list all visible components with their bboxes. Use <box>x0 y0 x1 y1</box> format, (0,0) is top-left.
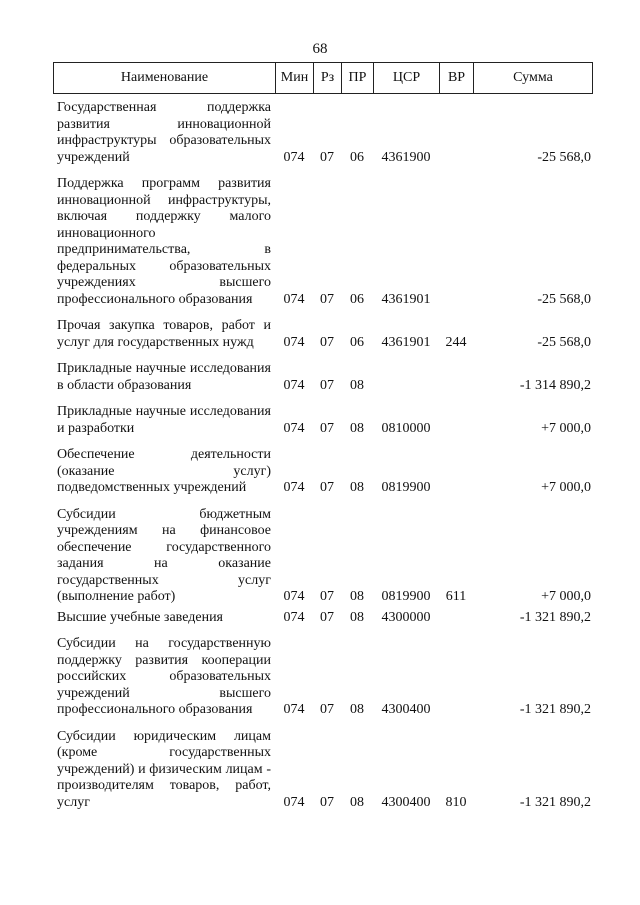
row-csr: 4361901 <box>381 291 431 307</box>
column-header-rz: Рз <box>313 63 341 93</box>
row-sum: -1 321 890,2 <box>519 609 591 625</box>
row-rz: 07 <box>320 377 334 393</box>
column-header-name: Наименование <box>53 63 275 93</box>
table-row <box>53 729 593 812</box>
column-header-sum: Сумма <box>473 63 593 93</box>
page-number: 68 <box>312 41 328 57</box>
row-name: Поддержка программ развития инновационной инфраструктуры, включая поддержку малого инновационного предпринимательства, в федеральных образовательных учреждениях высшего профессионального образования <box>57 176 271 307</box>
row-name: Обеспечение деятельности (оказание услуг) подведомственных учреждений <box>57 447 271 495</box>
row-rz: 07 <box>320 794 334 810</box>
table-row <box>53 318 593 351</box>
row-min: 074 <box>283 480 305 495</box>
row-sum: +7 000,0 <box>541 420 591 436</box>
row-min: 074 <box>283 334 305 350</box>
row-min: 074 <box>283 420 305 436</box>
row-name: Прикладные научные исследования и разработки <box>57 404 271 436</box>
row-name: Субсидии юридическим лицам (кроме государственных учреждений) и физическим лицам - производителям товаров, работ, услуг <box>57 728 271 810</box>
row-min: 074 <box>283 377 305 393</box>
row-pr: 06 <box>350 149 364 165</box>
row-rz: 07 <box>320 291 334 307</box>
row-rz: 07 <box>320 609 334 625</box>
table-header <box>53 62 593 94</box>
row-name: Прикладные научные исследования в области образования <box>57 361 271 393</box>
row-name: Субсидии бюджетным учреждениям на финансовое обеспечение государственного задания на оказание государственных услуг (выполнение работ) <box>57 506 271 604</box>
row-rz: 07 <box>320 149 334 165</box>
row-rz: 07 <box>320 480 334 495</box>
column-header-vr: ВР <box>439 63 473 93</box>
row-rz: 07 <box>320 702 334 717</box>
row-sum: -25 568,0 <box>537 149 591 165</box>
row-name: Субсидии на государственную поддержку развития кооперации российских образовательных учреждений высшего профессионального образования <box>57 636 271 717</box>
row-pr: 08 <box>350 794 364 810</box>
row-sum: +7 000,0 <box>541 480 591 495</box>
row-csr: 4300400 <box>381 702 431 717</box>
row-csr: 4300400 <box>381 794 431 810</box>
column-header-pr: ПР <box>341 63 373 93</box>
row-sum: -1 314 890,2 <box>519 377 591 393</box>
row-rz: 07 <box>320 334 334 350</box>
row-pr: 08 <box>350 420 364 436</box>
row-vr: 810 <box>445 794 467 810</box>
row-min: 074 <box>283 794 305 810</box>
table-row <box>53 176 593 308</box>
row-vr: 244 <box>445 334 467 350</box>
column-header-min: Мин <box>275 63 313 93</box>
row-pr: 08 <box>350 589 364 604</box>
table-row <box>53 100 593 166</box>
row-pr: 06 <box>350 334 364 350</box>
table-row <box>53 610 593 627</box>
row-pr: 08 <box>350 609 364 625</box>
column-header-csr: ЦСР <box>373 63 439 93</box>
table-row <box>53 361 593 394</box>
table-row <box>53 636 593 719</box>
row-min: 074 <box>283 702 305 717</box>
row-csr: 4300000 <box>381 609 431 625</box>
row-min: 074 <box>283 589 305 604</box>
table-row <box>53 447 593 497</box>
row-vr: 611 <box>445 589 467 604</box>
row-pr: 08 <box>350 702 364 717</box>
table-row <box>53 404 593 437</box>
row-pr: 08 <box>350 480 364 495</box>
table-row <box>53 507 593 606</box>
row-sum: -25 568,0 <box>537 334 591 350</box>
row-csr: 4361901 <box>381 334 431 350</box>
row-min: 074 <box>283 149 305 165</box>
row-csr: 0810000 <box>381 420 431 436</box>
row-sum: -25 568,0 <box>537 291 591 307</box>
row-pr: 08 <box>350 377 364 393</box>
row-name: Высшие учебные заведения <box>57 609 223 625</box>
row-pr: 06 <box>350 291 364 307</box>
row-csr: 4361900 <box>381 149 431 165</box>
row-sum: -1 321 890,2 <box>519 702 591 717</box>
table-body <box>53 100 593 821</box>
row-csr: 0819900 <box>381 589 431 604</box>
row-name: Прочая закупка товаров, работ и услуг для государственных нужд <box>57 318 271 350</box>
row-min: 074 <box>283 609 305 625</box>
row-min: 074 <box>283 291 305 307</box>
row-rz: 07 <box>320 420 334 436</box>
row-rz: 07 <box>320 589 334 604</box>
row-sum: -1 321 890,2 <box>519 794 591 810</box>
row-csr: 0819900 <box>381 480 431 495</box>
row-sum: +7 000,0 <box>541 589 591 604</box>
row-name: Государственная поддержка развития инновационной инфраструктуры образовательных учреждений <box>57 100 271 165</box>
